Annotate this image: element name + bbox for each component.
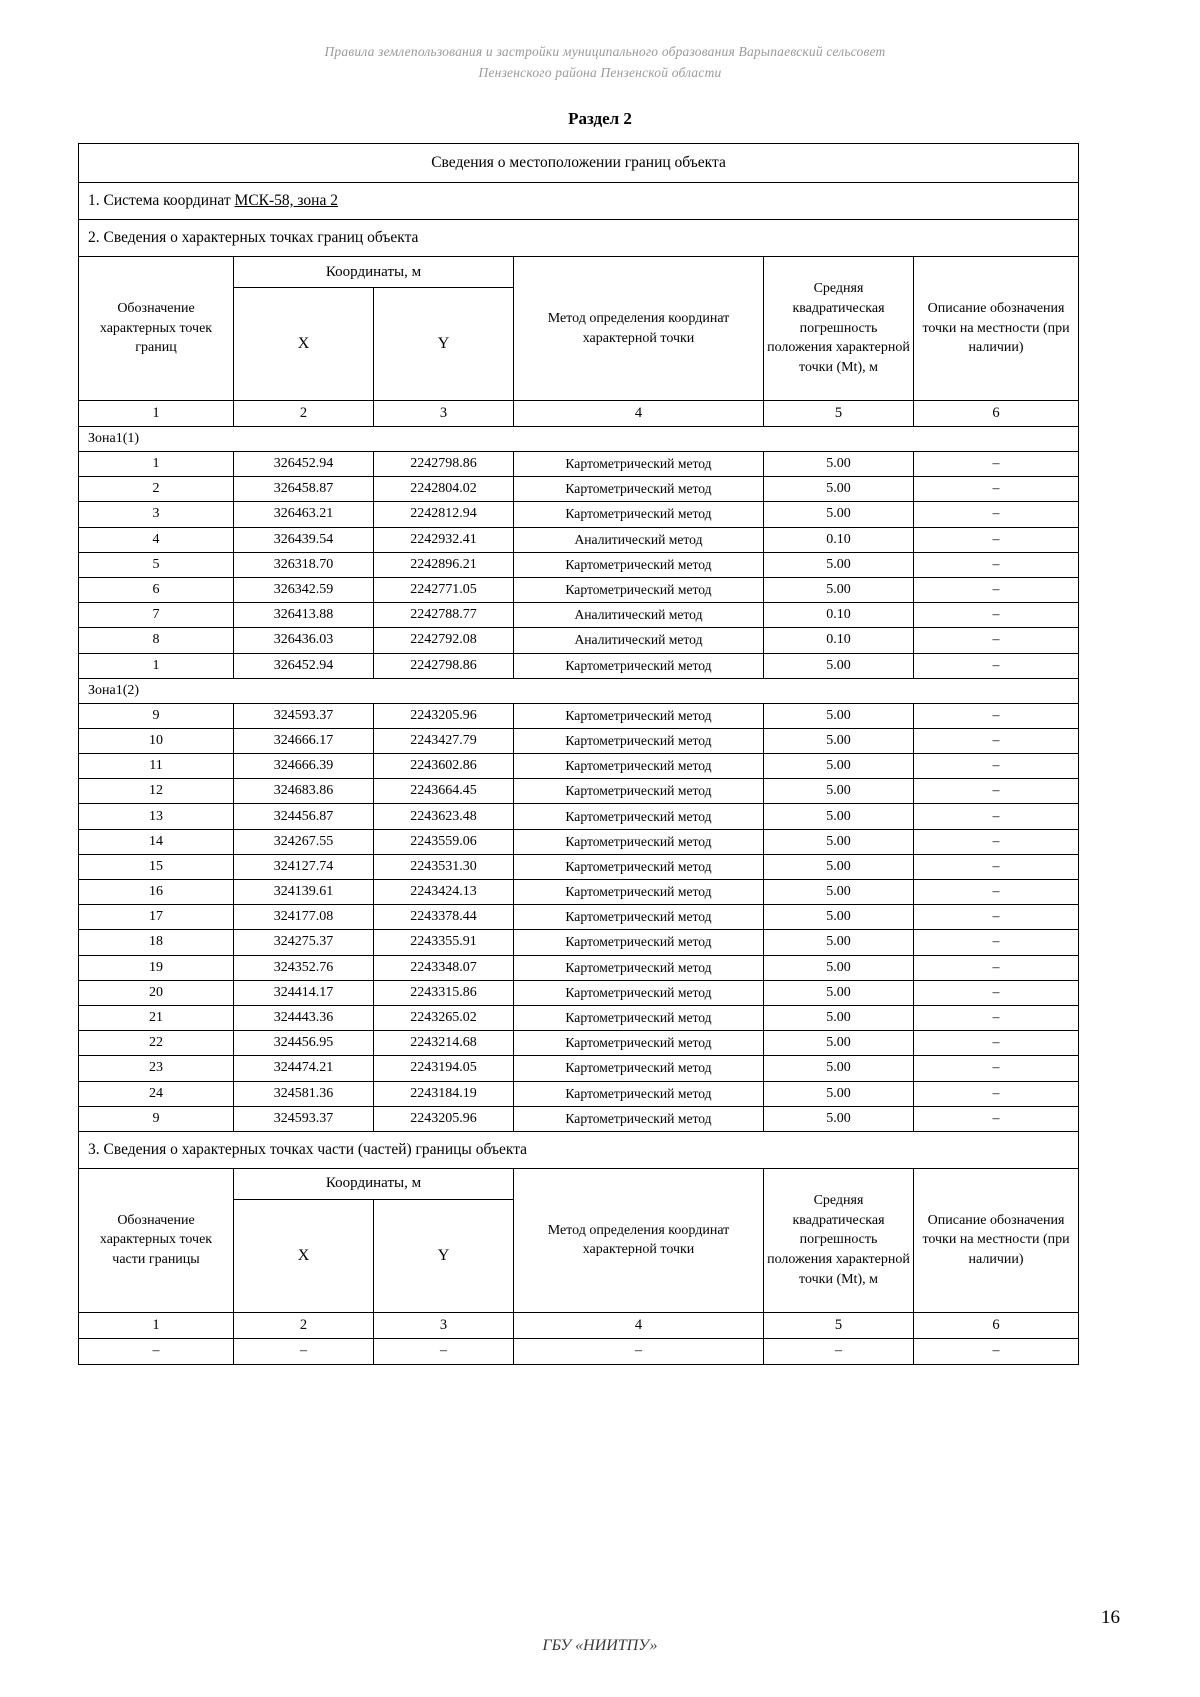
table-row <box>79 829 1079 854</box>
table-row <box>79 1005 1079 1030</box>
header-y: Y <box>374 288 514 401</box>
cell-method: Картометрический метод <box>514 754 764 779</box>
cell-coordinate-x: 324683.86 <box>234 779 374 804</box>
cell-method: Картометрический метод <box>514 653 764 678</box>
zone-label: Зона1(1) <box>79 427 1079 452</box>
cell-description: – <box>914 930 1079 955</box>
table-row <box>79 980 1079 1005</box>
cell-coordinate-x: 324443.36 <box>234 1005 374 1030</box>
cell-description: – <box>914 1338 1079 1364</box>
cell-method: Картометрический метод <box>514 955 764 980</box>
cell-coordinate-x: 324593.37 <box>234 703 374 728</box>
column-number-6: 6 <box>914 401 1079 427</box>
cell-description: – <box>914 628 1079 653</box>
cell-coordinate-y: 2243559.06 <box>374 829 514 854</box>
cell-coordinate-x: 324275.37 <box>234 930 374 955</box>
section3-data-body <box>79 1338 1079 1364</box>
table-row <box>79 804 1079 829</box>
header-description: Описание обозначения точки на местности (при наличии) <box>914 257 1079 401</box>
section3-header-row-1 <box>79 1168 1079 1199</box>
cell-mean-square-error: 5.00 <box>764 653 914 678</box>
cell-point-number: 7 <box>79 603 234 628</box>
running-footer: ГБУ «НИИТПУ» <box>542 1637 658 1654</box>
table-row <box>79 653 1079 678</box>
section2-title: 2. Сведения о характерных точках границ объекта <box>79 220 1079 257</box>
cell-point-number: 9 <box>79 1106 234 1131</box>
header-coordinates: Координаты, м <box>234 257 514 288</box>
cell-mean-square-error: 5.00 <box>764 502 914 527</box>
column-number-2: 2 <box>234 401 374 427</box>
cell-coordinate-x: 324666.39 <box>234 754 374 779</box>
cell-point-number: 8 <box>79 628 234 653</box>
cell-point-number: 1 <box>79 452 234 477</box>
table-row <box>79 603 1079 628</box>
cell-coordinate-x: 326463.21 <box>234 502 374 527</box>
column-number-5: 5 <box>764 401 914 427</box>
cell-point-number: 24 <box>79 1081 234 1106</box>
cell-point-number: 3 <box>79 502 234 527</box>
cell-coordinate-y: 2243602.86 <box>374 754 514 779</box>
cell-description: – <box>914 804 1079 829</box>
cell-description: – <box>914 880 1079 905</box>
cell-coordinate-y: 2243214.68 <box>374 1031 514 1056</box>
table-row <box>79 527 1079 552</box>
cell-method: Картометрический метод <box>514 477 764 502</box>
cell-mean-square-error: 5.00 <box>764 703 914 728</box>
cell-description: – <box>914 854 1079 879</box>
cell-point-number: 13 <box>79 804 234 829</box>
table-row <box>79 1338 1079 1364</box>
table-row <box>79 880 1079 905</box>
zone-label-row <box>79 678 1079 703</box>
cell-mean-square-error: 5.00 <box>764 754 914 779</box>
cell-point-number: 9 <box>79 703 234 728</box>
cell-coordinate-x: 326413.88 <box>234 603 374 628</box>
column-number-1: 1 <box>79 401 234 427</box>
section3-heading-row <box>79 1131 1079 1168</box>
cell-description: – <box>914 955 1079 980</box>
column3-number-2: 2 <box>234 1312 374 1338</box>
cell-coordinate-y: 2243205.96 <box>374 1106 514 1131</box>
table-row <box>79 1031 1079 1056</box>
cell-coordinate-y: 2243194.05 <box>374 1056 514 1081</box>
header3-designation: Обозначение характерных точек части границы <box>79 1168 234 1312</box>
cell-coordinate-y: 2242896.21 <box>374 552 514 577</box>
cell-method: Картометрический метод <box>514 905 764 930</box>
cell-mean-square-error: 5.00 <box>764 854 914 879</box>
cell-coordinate-y: 2243531.30 <box>374 854 514 879</box>
cell-description: – <box>914 1056 1079 1081</box>
main-table-container <box>78 143 1078 1365</box>
cell-point-number: 12 <box>79 779 234 804</box>
section2-column-numbers-row <box>79 401 1079 427</box>
cell-method: Картометрический метод <box>514 728 764 753</box>
cell-coordinate-y: 2243427.79 <box>374 728 514 753</box>
cell-method: Картометрический метод <box>514 552 764 577</box>
cell-description: – <box>914 1031 1079 1056</box>
cell-coordinate-y: 2242792.08 <box>374 628 514 653</box>
cell-description: – <box>914 754 1079 779</box>
table-row <box>79 502 1079 527</box>
header3-method: Метод определения координат характерной точки <box>514 1168 764 1312</box>
running-header-line-1: Правила землепользования и застройки муниципального образования Варыпаевский сельсовет <box>324 44 886 59</box>
cell-mean-square-error: 5.00 <box>764 905 914 930</box>
cell-coordinate-y: 2242788.77 <box>374 603 514 628</box>
cell-method: Картометрический метод <box>514 1056 764 1081</box>
cell-point-number: 23 <box>79 1056 234 1081</box>
table-row <box>79 854 1079 879</box>
cell-description: – <box>914 452 1079 477</box>
cell-coordinate-x: 324456.87 <box>234 804 374 829</box>
cell-mean-square-error: 5.00 <box>764 552 914 577</box>
cell-mean-square-error: 5.00 <box>764 1005 914 1030</box>
cell-coordinate-y: – <box>374 1338 514 1364</box>
header-error: Средняя квадратическая погрешность положения характерной точки (Mt), м <box>764 257 914 401</box>
cell-method: Картометрический метод <box>514 502 764 527</box>
cell-point-number: 21 <box>79 1005 234 1030</box>
cell-point-number: 10 <box>79 728 234 753</box>
page-title: Раздел 2 <box>568 109 632 128</box>
header3-x: X <box>234 1199 374 1312</box>
cell-method: Картометрический метод <box>514 452 764 477</box>
cell-point-number: 11 <box>79 754 234 779</box>
cell-method: Аналитический метод <box>514 628 764 653</box>
cell-method: Картометрический метод <box>514 804 764 829</box>
cell-mean-square-error: 5.00 <box>764 1056 914 1081</box>
coord-system-row <box>79 183 1079 220</box>
cell-coordinate-x: 326318.70 <box>234 552 374 577</box>
table-row <box>79 452 1079 477</box>
cell-coordinate-x: 326436.03 <box>234 628 374 653</box>
column3-number-5: 5 <box>764 1312 914 1338</box>
cell-coordinate-y: 2243348.07 <box>374 955 514 980</box>
cell-point-number: 19 <box>79 955 234 980</box>
cell-description: – <box>914 703 1079 728</box>
running-header-line-2: Пензенского района Пензенской области <box>478 64 722 80</box>
cell-method: Картометрический метод <box>514 829 764 854</box>
table-row <box>79 552 1079 577</box>
cell-method: Картометрический метод <box>514 854 764 879</box>
cell-coordinate-y: 2243355.91 <box>374 930 514 955</box>
cell-coordinate-x: 324127.74 <box>234 854 374 879</box>
cell-method: Картометрический метод <box>514 703 764 728</box>
cell-mean-square-error: – <box>764 1338 914 1364</box>
cell-mean-square-error: 0.10 <box>764 603 914 628</box>
cell-mean-square-error: 5.00 <box>764 880 914 905</box>
cell-point-number: 16 <box>79 880 234 905</box>
cell-method: Картометрический метод <box>514 930 764 955</box>
cell-method: Картометрический метод <box>514 577 764 602</box>
cell-coordinate-y: 2243664.45 <box>374 779 514 804</box>
cell-mean-square-error: 5.00 <box>764 1081 914 1106</box>
borders-info-table <box>78 143 1079 1365</box>
cell-coordinate-x: 326342.59 <box>234 577 374 602</box>
cell-description: – <box>914 728 1079 753</box>
cell-mean-square-error: 5.00 <box>764 452 914 477</box>
column-number-4: 4 <box>514 401 764 427</box>
table-row <box>79 577 1079 602</box>
table-row <box>79 754 1079 779</box>
cell-point-number: 1 <box>79 653 234 678</box>
cell-description: – <box>914 779 1079 804</box>
section3-title: 3. Сведения о характерных точках части (частей) границы объекта <box>79 1131 1079 1168</box>
cell-description: – <box>914 905 1079 930</box>
section2-heading-row <box>79 220 1079 257</box>
coord-system-cell <box>79 183 1079 220</box>
zone-label-row <box>79 427 1079 452</box>
cell-description: – <box>914 603 1079 628</box>
cell-coordinate-x: 324666.17 <box>234 728 374 753</box>
header3-description: Описание обозначения точки на местности (при наличии) <box>914 1168 1079 1312</box>
table-row <box>79 905 1079 930</box>
cell-point-number: 6 <box>79 577 234 602</box>
cell-coordinate-x: 326458.87 <box>234 477 374 502</box>
section3-column-numbers-row <box>79 1312 1079 1338</box>
cell-mean-square-error: 5.00 <box>764 477 914 502</box>
coord-system-label: 1. Система координат <box>88 192 235 209</box>
cell-point-number: 22 <box>79 1031 234 1056</box>
table-row <box>79 628 1079 653</box>
cell-point-number: – <box>79 1338 234 1364</box>
cell-coordinate-x: 326452.94 <box>234 653 374 678</box>
cell-coordinate-x: – <box>234 1338 374 1364</box>
cell-mean-square-error: 5.00 <box>764 1106 914 1131</box>
cell-coordinate-y: 2243205.96 <box>374 703 514 728</box>
cell-coordinate-x: 324593.37 <box>234 1106 374 1131</box>
cell-point-number: 18 <box>79 930 234 955</box>
cell-description: – <box>914 1106 1079 1131</box>
cell-mean-square-error: 5.00 <box>764 930 914 955</box>
header3-y: Y <box>374 1199 514 1312</box>
running-header <box>0 42 1200 84</box>
cell-description: – <box>914 527 1079 552</box>
cell-coordinate-y: 2243378.44 <box>374 905 514 930</box>
cell-coordinate-y: 2243184.19 <box>374 1081 514 1106</box>
cell-coordinate-x: 324414.17 <box>234 980 374 1005</box>
cell-point-number: 14 <box>79 829 234 854</box>
column3-number-4: 4 <box>514 1312 764 1338</box>
cell-point-number: 2 <box>79 477 234 502</box>
cell-mean-square-error: 5.00 <box>764 779 914 804</box>
cell-coordinate-y: 2242798.86 <box>374 452 514 477</box>
cell-coordinate-x: 324267.55 <box>234 829 374 854</box>
table-row <box>79 955 1079 980</box>
cell-description: – <box>914 1005 1079 1030</box>
cell-coordinate-x: 324456.95 <box>234 1031 374 1056</box>
cell-mean-square-error: 5.00 <box>764 804 914 829</box>
cell-method: Аналитический метод <box>514 527 764 552</box>
cell-method: Аналитический метод <box>514 603 764 628</box>
cell-coordinate-y: 2243424.13 <box>374 880 514 905</box>
cell-mean-square-error: 0.10 <box>764 527 914 552</box>
page-number: 16 <box>1101 1607 1120 1628</box>
cell-point-number: 5 <box>79 552 234 577</box>
cell-description: – <box>914 502 1079 527</box>
table-row <box>79 1081 1079 1106</box>
header-method: Метод определения координат характерной точки <box>514 257 764 401</box>
cell-coordinate-y: 2243623.48 <box>374 804 514 829</box>
cell-mean-square-error: 5.00 <box>764 1031 914 1056</box>
cell-coordinate-y: 2242804.02 <box>374 477 514 502</box>
table-row <box>79 1106 1079 1131</box>
coord-system-value: МСК-58, зона 2 <box>234 192 338 209</box>
table-row <box>79 779 1079 804</box>
cell-coordinate-x: 326452.94 <box>234 452 374 477</box>
cell-method: Картометрический метод <box>514 1081 764 1106</box>
column-number-3: 3 <box>374 401 514 427</box>
zone-label: Зона1(2) <box>79 678 1079 703</box>
column3-number-3: 3 <box>374 1312 514 1338</box>
header-x: X <box>234 288 374 401</box>
cell-method: Картометрический метод <box>514 1106 764 1131</box>
cell-coordinate-y: 2242932.41 <box>374 527 514 552</box>
table-row <box>79 1056 1079 1081</box>
table-title: Сведения о местоположении границ объекта <box>79 144 1079 183</box>
cell-description: – <box>914 552 1079 577</box>
cell-coordinate-y: 2242798.86 <box>374 653 514 678</box>
column3-number-6: 6 <box>914 1312 1079 1338</box>
cell-description: – <box>914 1081 1079 1106</box>
cell-coordinate-y: 2242812.94 <box>374 502 514 527</box>
cell-coordinate-x: 324474.21 <box>234 1056 374 1081</box>
table-title-row <box>79 144 1079 183</box>
cell-description: – <box>914 653 1079 678</box>
table-row <box>79 728 1079 753</box>
cell-mean-square-error: 5.00 <box>764 728 914 753</box>
cell-coordinate-x: 326439.54 <box>234 527 374 552</box>
cell-point-number: 4 <box>79 527 234 552</box>
cell-coordinate-y: 2243315.86 <box>374 980 514 1005</box>
cell-point-number: 15 <box>79 854 234 879</box>
cell-mean-square-error: 0.10 <box>764 628 914 653</box>
header-designation: Обозначение характерных точек границ <box>79 257 234 401</box>
cell-method: – <box>514 1338 764 1364</box>
cell-mean-square-error: 5.00 <box>764 829 914 854</box>
table-row <box>79 477 1079 502</box>
cell-method: Картометрический метод <box>514 1031 764 1056</box>
cell-description: – <box>914 829 1079 854</box>
column3-number-1: 1 <box>79 1312 234 1338</box>
header3-coordinates: Координаты, м <box>234 1168 514 1199</box>
table-row <box>79 930 1079 955</box>
cell-description: – <box>914 577 1079 602</box>
cell-coordinate-x: 324581.36 <box>234 1081 374 1106</box>
cell-method: Картометрический метод <box>514 1005 764 1030</box>
cell-method: Картометрический метод <box>514 779 764 804</box>
cell-coordinate-x: 324177.08 <box>234 905 374 930</box>
cell-method: Картометрический метод <box>514 880 764 905</box>
cell-point-number: 20 <box>79 980 234 1005</box>
cell-coordinate-x: 324352.76 <box>234 955 374 980</box>
section2-data-body <box>79 427 1079 1132</box>
cell-point-number: 17 <box>79 905 234 930</box>
cell-method: Картометрический метод <box>514 980 764 1005</box>
cell-mean-square-error: 5.00 <box>764 955 914 980</box>
table-row <box>79 703 1079 728</box>
cell-mean-square-error: 5.00 <box>764 980 914 1005</box>
cell-mean-square-error: 5.00 <box>764 577 914 602</box>
cell-coordinate-y: 2243265.02 <box>374 1005 514 1030</box>
cell-coordinate-y: 2242771.05 <box>374 577 514 602</box>
cell-description: – <box>914 980 1079 1005</box>
cell-description: – <box>914 477 1079 502</box>
section2-header-row-1 <box>79 257 1079 288</box>
cell-coordinate-x: 324139.61 <box>234 880 374 905</box>
header3-error: Средняя квадратическая погрешность положения характерной точки (Mt), м <box>764 1168 914 1312</box>
